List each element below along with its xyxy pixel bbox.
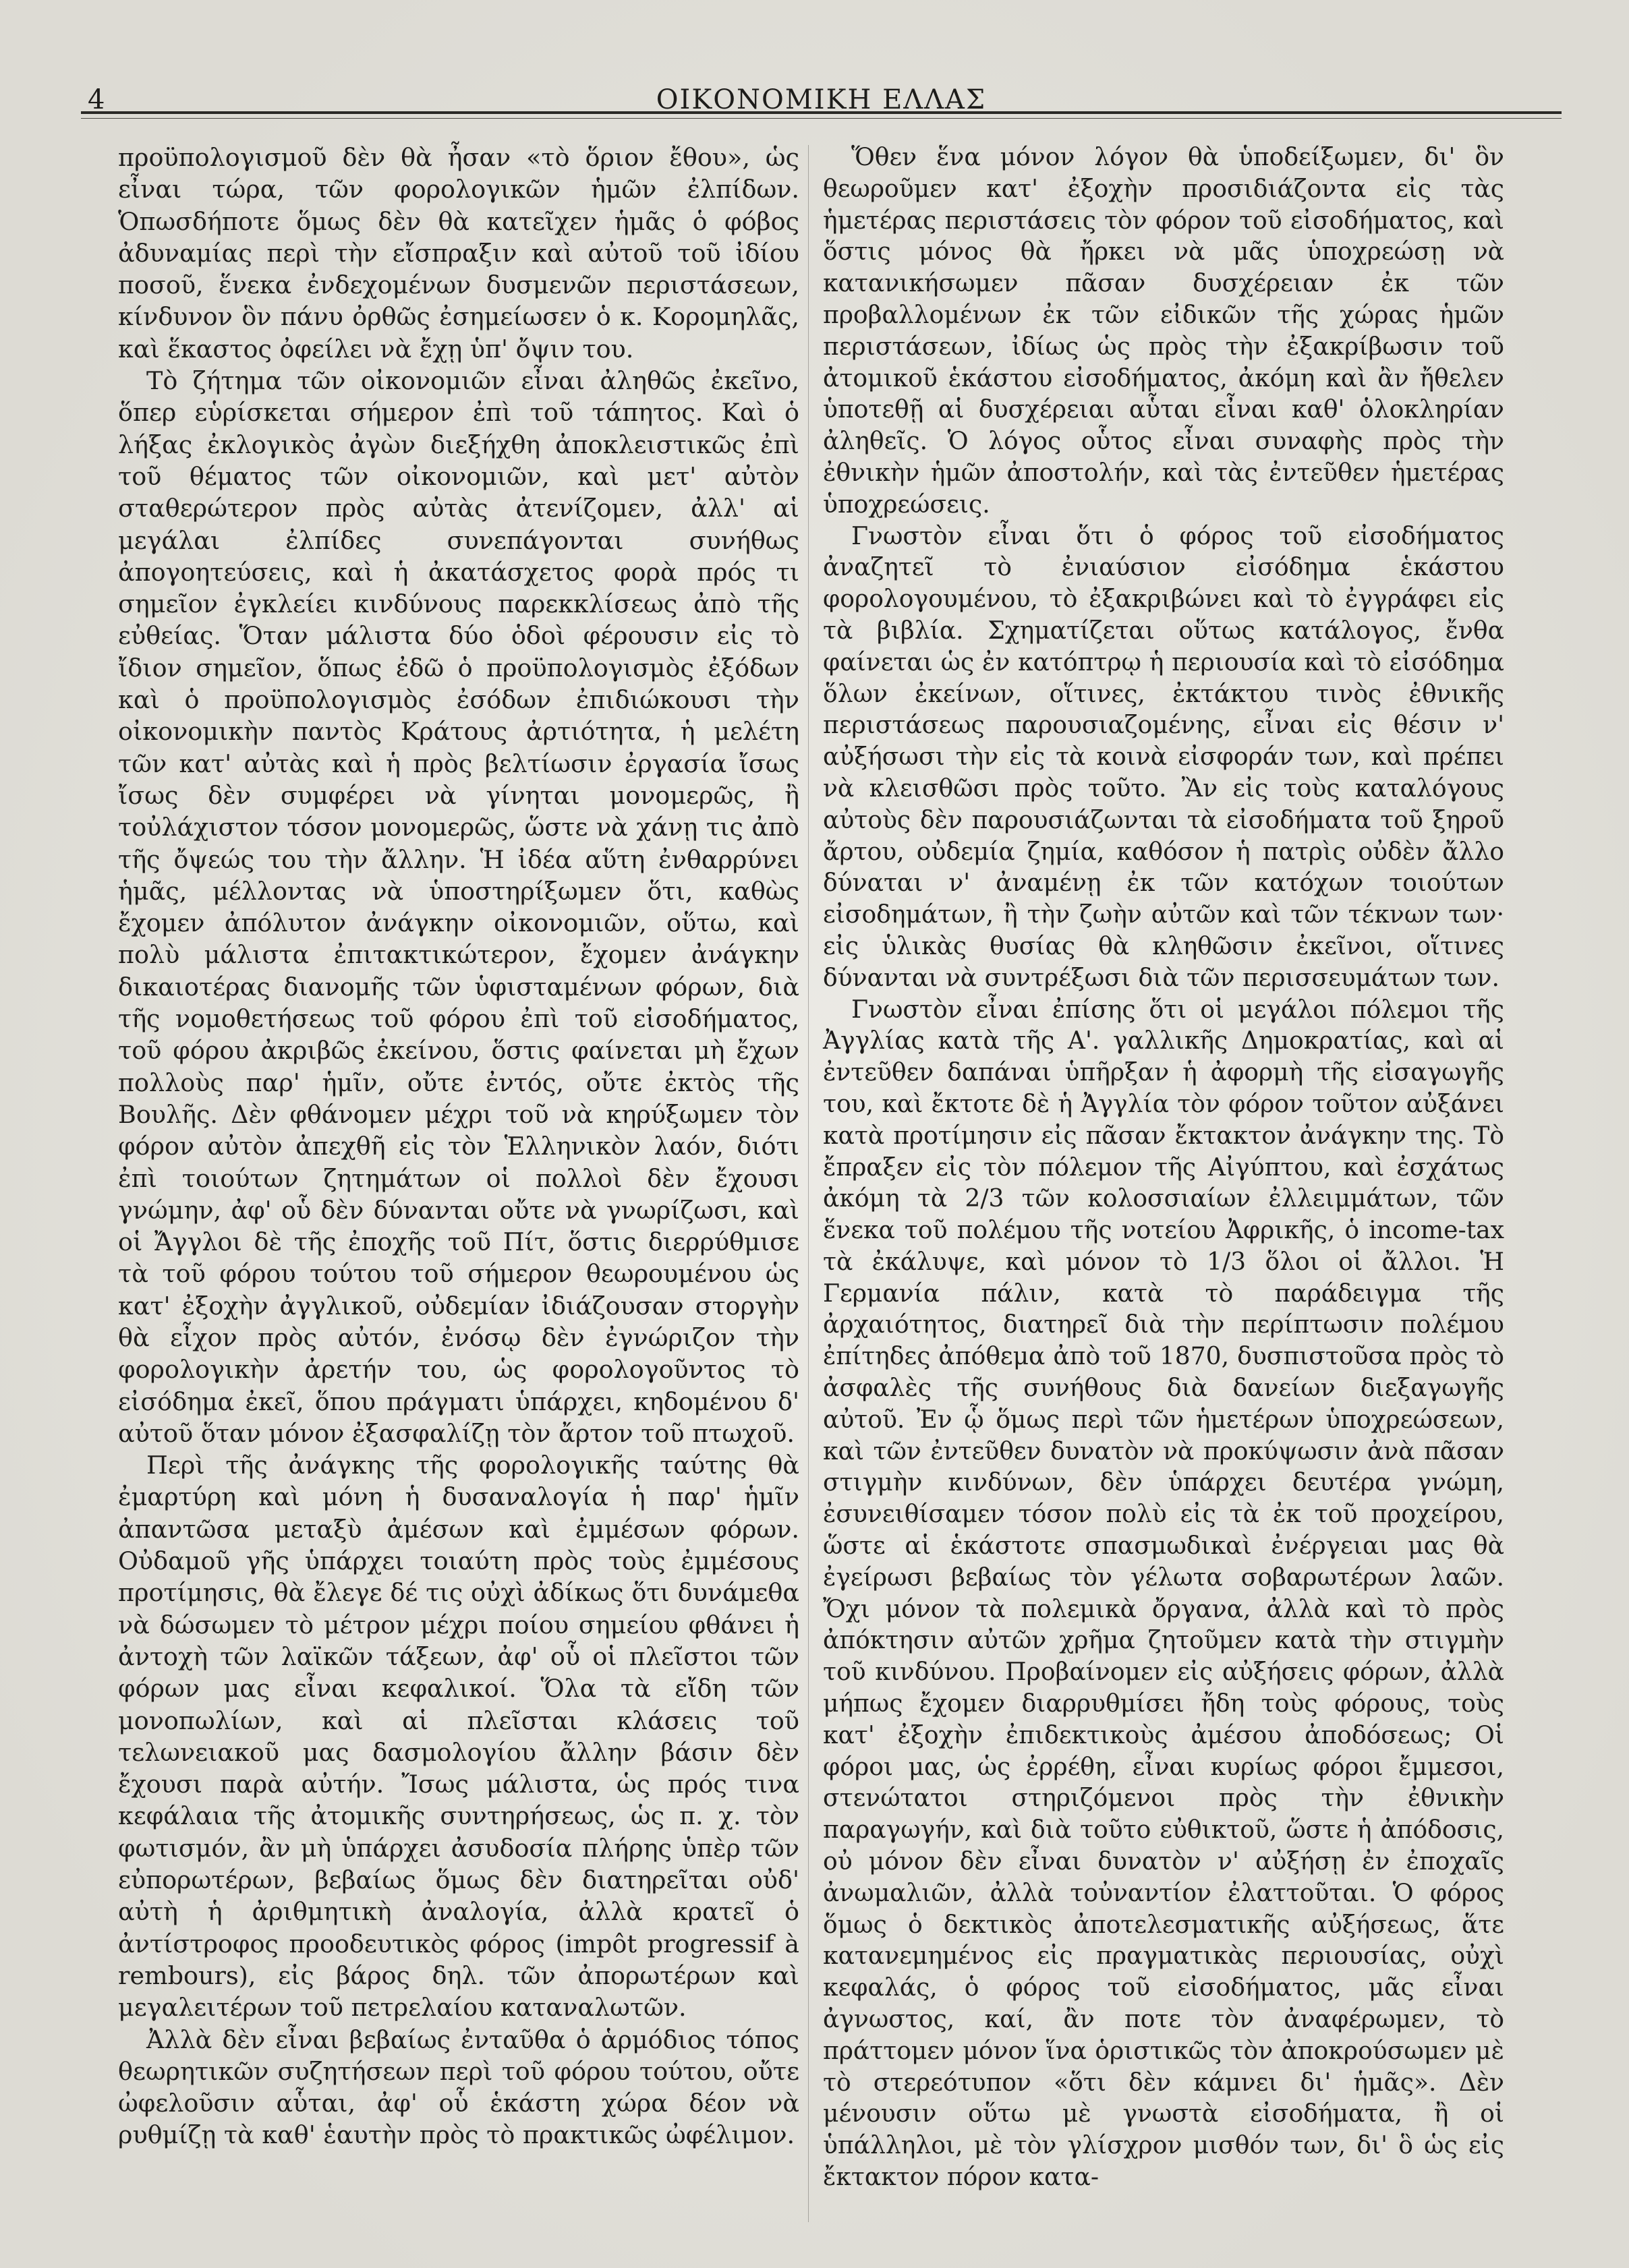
header-rule-thin [81,118,1562,119]
column-divider [808,145,809,2222]
paragraph: Ὅθεν ἕνα μόνον λόγον θὰ ὑποδείξωμεν, δι' ὃν θεωροῦμεν κατ' ἐξοχὴν προσιδιάζοντα εἰς τὰς ἡμετέρας περιστάσεις τὸν φόρον τοῦ εἰσοδήματος, καὶ ὅστις μόνος θὰ ἤρκει νὰ μᾶς ὑποχρεώσῃ νὰ κατανικήσωμεν πᾶσαν δυσχέρειαν ἐκ τῶν προβαλλομένων ἐκ τῶν εἰδικῶν τῆς χώρας ἡμῶν περιστάσεων, ἰδίως ὡς πρὸς τὴν ἐξακρίβωσιν τοῦ ἀτομικοῦ ἑκάστου εἰσοδήματος, ἀκόμη καὶ ἂν ἤθελεν ὑποτεθῇ αἱ δυσχέρειαι αὗται εἶναι καθ' ὁλοκληρίαν ἀληθεῖς. Ὁ λόγος οὗτος εἶναι συναφὴς πρὸς τὴν ἐθνικὴν ἡμῶν ἀποστολήν, καὶ τὰς ἐντεῦθεν ἡμετέρας ὑποχρεώσεις. [823,143,1504,519]
paragraph: Γνωστὸν εἶναι ἐπίσης ὅτι οἱ μεγάλοι πόλεμοι τῆς Ἀγγλίας κατὰ τῆς Α'. γαλλικῆς Δημοκρατίας, καὶ αἱ ἐντεῦθεν δαπάναι ὑπῆρξαν ἡ ἀφορμὴ τῆς εἰσαγωγῆς του, καὶ ἔκτοτε δὲ ἡ Ἀγγλία τὸν φόρον τοῦτον αὐξάνει κατὰ προτίμησιν εἰς πᾶσαν ἔκτακτον ἀνάγκην της. Τὸ ἔπραξεν εἰς τὸν πόλεμον τῆς Αἰγύπτου, καὶ ἐσχάτως ἀκόμη τὰ 2/3 τῶν κολοσσιαίων ἐλλειμμάτων, τῶν ἕνεκα τοῦ πολέμου τῆς νοτείου Ἀφρικῆς, ὁ income-tax τὰ ἐκάλυψε, καὶ μόνον τὸ 1/3 ὅλοι οἱ ἄλλοι. Ἡ Γερμανία πάλιν, κατὰ τὸ παράδειγμα τῆς ἀρχαιότητος, διατηρεῖ διὰ τὴν περίπτωσιν πολέμου ἐπίτηδες ἀπόθεμα ἀπὸ τοῦ 1870, δυσπιστοῦσα πρὸς τὸ ἀσφαλὲς τῆς συνήθους διὰ δανείων διεξαγωγῆς αὐτοῦ. Ἐν ᾧ ὅμως περὶ τῶν ἡμετέρων ὑποχρεώσεων, καὶ τῶν ἐντεῦθεν δυνατὸν νὰ προκύψωσιν ἀνὰ πᾶσαν στιγμὴν κινδύνων, δὲν ὑπάρχει δευτέρα γνώμη, ἐσυνειθίσαμεν τόσον πολὺ εἰς τὰ ἐκ τοῦ προχείρου, ὥστε αἱ ἑκάστοτε σπασμωδικαὶ ἐνέργειαι μας θὰ ἐγείρωσι βεβαίως τὸν γέλωτα σοβαρωτέρων λαῶν. Ὄχι μόνον τὰ πολεμικὰ ὄργανα, ἀλλὰ καὶ τὸ πρὸς ἀπόκτησιν αὐτῶν χρῆμα ζητοῦμεν κατὰ τὴν στιγμὴν τοῦ κινδύνου. Προβαίνομεν εἰς αὐξήσεις φόρων, ἀλλὰ μήπως ἔχομεν διαρρυθμίσει ἤδη τοὺς φόρους, τοὺς κατ' ἐξοχὴν ἐπιδεκτικοὺς ἀμέσου ἀποδόσεως; Οἱ φόροι μας, ὡς ἐρρέθη, εἶναι κυρίως φόροι ἔμμεσοι, στενώτατοι στηριζόμενοι πρὸς τὴν ἐθνικὴν παραγωγήν, καὶ διὰ τοῦτο εὐθικτοῦ, ὥστε ἡ ἀπόδοσις, οὐ μόνον δὲν εἶναι δυνατὸν ν' αὐξήσῃ ἐν ἐποχαῖς ἀνωμαλιῶν, ἀλλὰ τοὐναντίον ἐλαττοῦται. Ὁ φόρος ὅμως ὁ δεκτικὸς ἀποτελεσματικῆς αὐξήσεως, ἅτε κατανεμημένος εἰς πραγματικὰς περιουσίας, οὐχὶ κεφαλάς, ὁ φόρος τοῦ εἰσοδήματος, μᾶς εἶναι ἀγνωστος, καί, ἂν ποτε τὸν ἀναφέρωμεν, τὸ πράττομεν μόνον ἵνα ὁριστικῶς τὸν ἀποκρούσωμεν μὲ τὸ στερεότυπον «ὅτι δὲν κάμνει δι' ἡμᾶς». Δὲν μένουσιν οὕτω μὲ γνωστὰ εἰσοδήματα, ἢ οἱ ὑπάλληλοι, μὲ τὸν γλίσχρον μισθόν των, δι' ὃ ὡς εἰς ἔκτακτον πόρον κατα- [823,995,1504,2191]
paragraph: Γνωστὸν εἶναι ὅτι ὁ φόρος τοῦ εἰσοδήματος ἀναζητεῖ τὸ ἐνιαύσιον εἰσόδημα ἑκάστου φορολογουμένου, τὸ ἐξακριβώνει καὶ τὸ ἐγγράφει εἰς τὰ βιβλία. Σχηματίζεται οὕτως κατάλογος, ἔνθα φαίνεται ὡς ἐν κατόπτρῳ ἡ περιουσία καὶ τὸ εἰσόδημα ὅλων ἐκείνων, οἵτινες, ἐκτάκτου τινὸς ἐθνικῆς περιστάσεως παρουσιαζομένης, εἶναι εἰς θέσιν ν' αὐξήσωσι τὴν εἰς τὰ κοινὰ εἰσφοράν των, καὶ πρέπει νὰ κλεισθῶσι πρὸς τοῦτο. Ἂν εἰς τοὺς καταλόγους αὐτοὺς δὲν παρουσιάζωνται τὰ εἰσοδήματα τοῦ ξηροῦ ἄρτου, οὐδεμία ζημία, καθόσον ἡ πατρὶς οὐδὲν ἄλλο δύναται ν' ἀναμένῃ ἐκ τῶν κατόχων τοιούτων εἰσοδημάτων, ἢ τὴν ζωὴν αὐτῶν καὶ τῶν τέκνων των· εἰς ὑλικὰς θυσίας θὰ κληθῶσιν ἐκεῖνοι, οἵτινες δύνανται νὰ συντρέξωσι διὰ τῶν περισσευμάτων των. [823,521,1504,992]
paragraph: Ἀλλὰ δὲν εἶναι βεβαίως ἐνταῦθα ὁ ἁρμόδιος τόπος θεωρητικῶν συζητήσεων περὶ τοῦ φόρου τούτου, οὔτε ὠφελοῦσιν αὗται, ἀφ' οὗ ἑκάστη χώρα δέον νὰ ρυθμίζῃ τὰ καθ' ἑαυτὴν πρὸς τὸ πρακτικῶς ὠφέλιμον. [118,2025,799,2150]
running-title: ΟΙΚΟΝΟΜΙΚΗ ΕΛΛΑΣ [656,84,987,115]
header-rule [81,111,1562,114]
page-number: 4 [88,84,105,115]
paragraph: Περὶ τῆς ἀνάγκης τῆς φορολογικῆς ταύτης θὰ ἐμαρτύρη καὶ μόνη ἡ δυσαναλογία ἡ παρ' ἡμῖν ἀπαντῶσα μεταξὺ ἀμέσων καὶ ἐμμέσων φόρων. Οὐδαμοῦ γῆς ὑπάρχει τοιαύτη πρὸς τοὺς ἐμμέσους προτίμησις, θὰ ἔλεγε δέ τις οὐχὶ ἀδίκως ὅτι δυνάμεθα νὰ δώσωμεν τὸ μέτρον μέχρι ποίου σημείου φθάνει ἡ ἀντοχὴ τῶν λαϊκῶν τάξεων, ἀφ' οὗ οἱ πλεῖστοι τῶν φόρων μας εἶναι κεφαλικοί. Ὅλα τὰ εἴδη τῶν μονοπωλίων, καὶ αἱ πλεῖσται κλάσεις τοῦ τελωνειακοῦ μας δασμολογίου ἄλλην βάσιν δὲν ἔχουσι παρὰ αὐτήν. Ἴσως μάλιστα, ὡς πρός τινα κεφάλαια τῆς ἀτομικῆς συντηρήσεως, ὡς π. χ. τὸν φωτισμόν, ἂν μὴ ὑπάρχει ἀσυδοσία πλήρης ὑπὲρ τῶν εὐπορωτέρων, βεβαίως ὅμως δὲν διατηρεῖται οὐδ' αὐτὴ ἡ ἀριθμητικὴ ἀναλογία, ἀλλὰ κρατεῖ ὁ ἀντίστροφος προοδευτικὸς φόρος (impôt progressif à rembours), εἰς βάρος δηλ. τῶν ἀπορωτέρων καὶ μεγαλειτέρων τοῦ πετρελαίου καταναλωτῶν. [118,1451,799,2023]
paragraph: Τὸ ζήτημα τῶν οἰκονομιῶν εἶναι ἀληθῶς ἐκεῖνο, ὅπερ εὑρίσκεται σήμερον ἐπὶ τοῦ τάπητος. Καὶ ὁ λήξας ἐκλογικὸς ἀγὼν διεξήχθη ἀποκλειστικῶς ἐπὶ τοῦ θέματος τῶν οἰκονομιῶν, καὶ μετ' αὐτὸν σταθερώτερον πρὸς αὐτὰς ἀτενίζομεν, ἀλλ' αἱ μεγάλαι ἐλπίδες συνεπάγονται συνήθως ἀπογοητεύσεις, καὶ ἡ ἀκατάσχετος φορὰ πρός τι σημεῖον ἐγκλείει κινδύνους παρεκκλίσεως ἀπὸ τῆς εὐθείας. Ὅταν μάλιστα δύο ὁδοὶ φέρουσιν εἰς τὸ ἴδιον σημεῖον, ὅπως ἐδῶ ὁ προϋπολογισμὸς ἐξόδων καὶ ὁ προϋπολογισμὸς ἐσόδων ἐπιδιώκουσι τὴν οἰκονομικὴν παντὸς Κράτους ἀρτιότητα, ἡ μελέτη τῶν κατ' αὐτὰς καὶ ἡ πρὸς βελτίωσιν ἐργασία ἴσως ἴσως δὲν συμφέρει νὰ γίνηται μονομερῶς, ἢ τοὐλάχιστον τόσον μονομερῶς, ὥστε νὰ χάνῃ τις ἀπὸ τῆς ὄψεώς του τὴν ἄλλην. Ἡ ἰδέα αὕτη ἐνθαρρύνει ἡμᾶς, μέλλοντας νὰ ὑποστηρίξωμεν ὅτι, καθὼς ἔχομεν ἀπόλυτον ἀνάγκην οἰκονομιῶν, οὕτω, καὶ πολὺ μάλιστα ἐπιτακτικώτερον, ἔχομεν ἀνάγκην δικαιοτέρας διανομῆς τῶν ὑφισταμένων φόρων, διὰ τῆς νομοθετήσεως τοῦ φόρου ἐπὶ τοῦ εἰσοδήματος, τοῦ φόρου ἀκριβῶς ἐκείνου, ὅστις φαίνεται μὴ ἔχων πολλοὺς παρ' ἡμῖν, οὔτε ἐντός, οὔτε ἐκτὸς τῆς Βουλῆς. Δὲν φθάνομεν μέχρι τοῦ νὰ κηρύξωμεν τὸν φόρον αὐτὸν ἀπεχθῆ εἰς τὸν Ἑλληνικὸν λαόν, διότι ἐπὶ τοιούτων ζητημάτων οἱ πολλοὶ δὲν ἔχουσι γνώμην, ἀφ' οὗ δὲν δύνανται οὔτε νὰ γνωρίζωσι, καὶ οἱ Ἄγγλοι δὲ τῆς ἐποχῆς τοῦ Πίτ, ὅστις διερρύθμισε τὰ τοῦ φόρου τούτου τοῦ σήμερον θεωρουμένου ὡς κατ' ἐξοχὴν ἀγγλικοῦ, οὐδεμίαν ἰδιάζουσαν στοργὴν θὰ εἶχον πρὸς αὐτόν, ἐνόσῳ δὲν ἐγνώριζον τὴν φορολογικὴν ἀρετήν του, ὡς φορολογοῦντος τὸ εἰσόδημα ἐκεῖ, ὅπου πράγματι ὑπάρχει, κηδομένου δ' αὐτοῦ ὅταν μόνον ἐξασφαλίζῃ τὸν ἄρτον τοῦ πτωχοῦ. [118,366,799,1448]
right-column [823,142,1504,2193]
left-column [118,142,799,2151]
paragraph: προϋπολογισμοῦ δὲν θὰ ἦσαν «τὸ ὅριον ἔθου», ὡς εἶναι τώρα, τῶν φορολογικῶν ἡμῶν ἐλπίδων. Ὁπωσδήποτε ὅμως δὲν θὰ κατεῖχεν ἡμᾶς ὁ φόβος ἀδυναμίας περὶ τὴν εἴσπραξιν καὶ αὐτοῦ τοῦ ἰδίου ποσοῦ, ἕνεκα ἐνδεχομένων δυσμενῶν περιστάσεων, κίνδυνον ὃν πάνυ ὀρθῶς ἐσημείωσεν ὁ κ. Κορομηλᾶς, καὶ ἕκαστος ὀφείλει νὰ ἔχῃ ὑπ' ὄψιν του. [118,143,799,364]
